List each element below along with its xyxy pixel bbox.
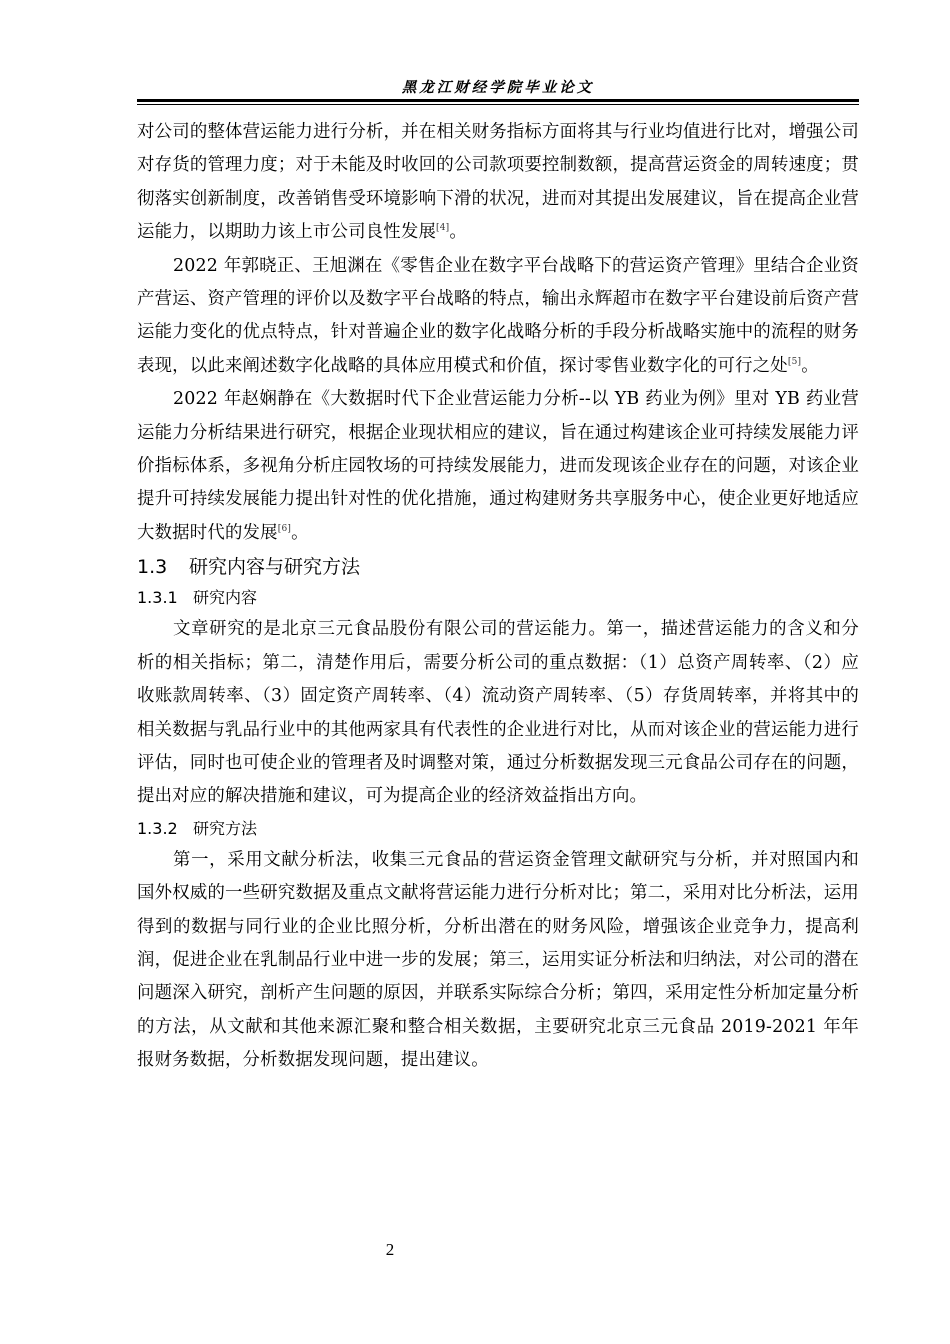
paragraph-research-content: 文章研究的是北京三元食品股份有限公司的营运能力。第一，描述营运能力的含义和分析的相关指标；第二，清楚作用后，需要分析公司的重点数据：（1）总资产周转率、（2）应收账款周转率、（3）固定资产周转率、（4）流动资产周转率、（5）存货周转率，并将其中的相关数据与乳品行业中的其他两家具有代表性的企业进行对比，从而对该企业的营运能力进行评估，同时也可使企业的管理者及时调整对策，通过分析数据发现三元食品公司存在的问题，提出对应的解决措施和建议，可为提高企业的经济效益指出方向。 xyxy=(137,619,859,807)
paragraph-research-methods: 第一，采用文献分析法，收集三元食品的营运资金管理文献研究与分析，并对照国内和国外权威的一些研究数据及重点文献将营运能力进行分析对比；第二，采用对比分析法，运用得到的数据与同行业的企业比照分析，分析出潜在的财务风险，增强该企业竞争力，提高利润，促进企业在乳制品行业中进一步的发展；第三，运用实证分析法和归纳法，对公司的潜在问题深入研究，剖析产生问题的原因，并联系实际综合分析；第四，采用定性分析加定量分析的方法，从文献和其他来源汇聚和整合相关数据，主要研究北京三元食品 2019-2021 年年报财务数据，分析数据发现问题，提出建议。 xyxy=(137,849,859,1071)
subsection-number: 1.3.2 xyxy=(137,818,178,838)
page-number: 2 xyxy=(385,1240,395,1259)
section-title: 研究内容与研究方法 xyxy=(189,556,361,579)
citation-5: [5] xyxy=(787,356,802,367)
paragraph-continued: 对公司的整体营运能力进行分析，并在相关财务指标方面将其与行业均值进行比对，增强公司对存货的管理力度；对于未能及时收回的公司款项要控制数额，提高营运资金的周转速度；贯彻落实创新制度，改善销售受环境影响下滑的状况，进而对其提出发展建议，旨在提高企业营运能力，以期助力该上市公司良性发展[4]。 xyxy=(137,122,859,243)
running-header: 黑龙江财经学院毕业论文 xyxy=(401,79,595,96)
citation-6: [6] xyxy=(277,523,292,534)
subsection-heading-1-3-2 xyxy=(137,814,859,844)
section-number: 1.3 xyxy=(137,556,168,579)
header-rule-thick xyxy=(137,99,859,102)
subsection-number: 1.3.1 xyxy=(137,588,178,608)
subsection-heading-1-3-1 xyxy=(137,583,859,613)
citation-4: [4] xyxy=(436,223,450,234)
paragraph-zhao: 2022 年赵娴静在《大数据时代下企业营运能力分析--以 YB 药业为例》里对 YB 药业营运能力分析结果进行研究，根据企业现状相应的建议，旨在通过构建该企业可持续发展能力评价指标体系，多视角分析庄园牧场的可持续发展能力，进而发现该企业存在的问题，对该企业提升可持续发展能力提出针对性的优化措施，通过构建财务共享服务中心，使企业更好地适应大数据时代的发展[6]。 xyxy=(137,389,859,543)
subsection-title: 研究内容 xyxy=(193,588,258,608)
section-heading-1-3 xyxy=(137,551,859,583)
paragraph-guo-wang: 2022 年郭晓正、王旭渊在《零售企业在数字平台战略下的营运资产管理》里结合企业资产营运、资产管理的评价以及数字平台战略的特点，输出永辉超市在数字平台建设前后资产营运能力变化的优点特点，针对普遍企业的数字化战略分析的手段分析战略实施中的流程的财务表现，以此来阐述数字化战略的具体应用模式和价值，探讨零售业数字化的可行之处[5]。 xyxy=(137,255,859,376)
subsection-title: 研究方法 xyxy=(193,818,258,838)
header-rule-thin xyxy=(137,104,859,105)
page-body xyxy=(137,116,859,1078)
